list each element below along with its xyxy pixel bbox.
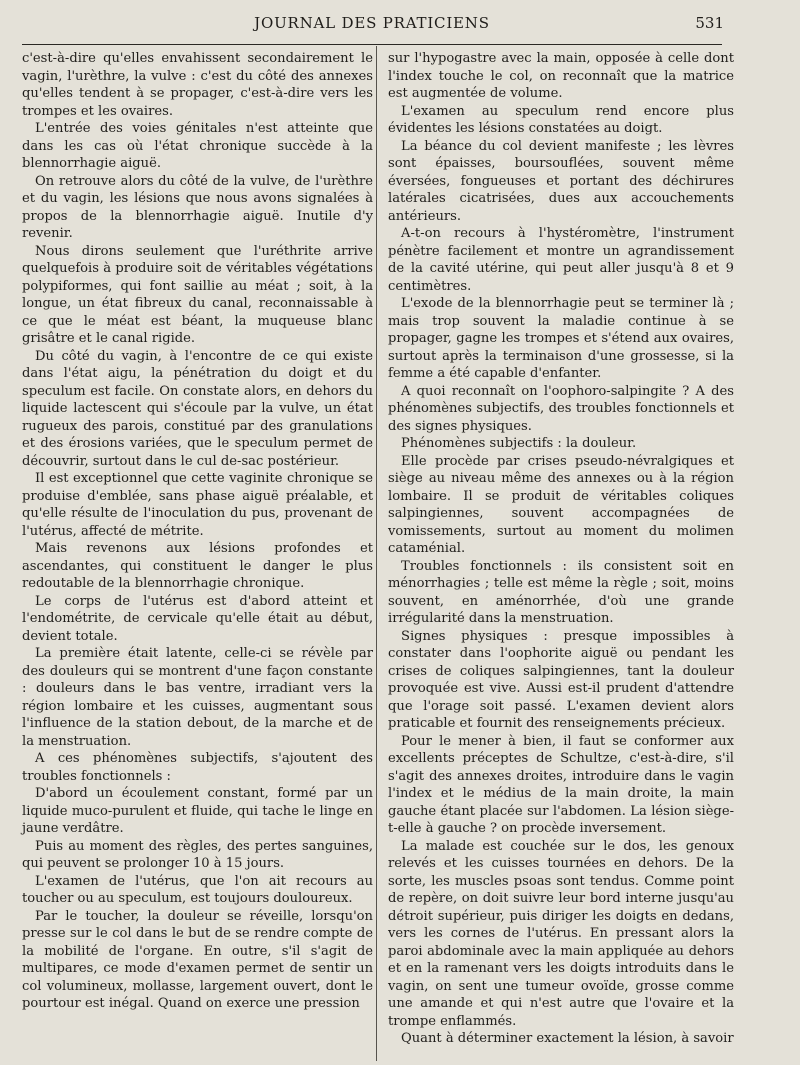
paragraph: Elle procède par crises pseudo-névralgiques et siège au niveau même des annexes ou à la région lombaire. Il se produit de véritables coliques salpingiennes, souvent accompagnées de vomissements, surtout au moment du molimen cataménial.	[388, 453, 734, 556]
paragraph: Pour le mener à bien, il faut se conformer aux excellents préceptes de Schultze, c'est-à-dire, s'il s'agit des annexes droites, introduire dans le vagin l'index et le médius de la main droite, la main gauche étant placée sur l'abdomen. La lésion siège-t-elle à gauche ? on procède inversement.	[388, 733, 734, 836]
paragraph: Troubles fonctionnels : ils consistent soit en ménorrhagies ; telle est même la règle ; soit, moins souvent, en aménorrhée, d'où une grande irrégularité dans la menstruation.	[388, 558, 734, 626]
paragraph: Mais revenons aux lésions profondes et ascendantes, qui constituent le danger le plus redoutable de la blennorrhagie chronique.	[22, 541, 373, 591]
page-header	[22, 10, 722, 45]
paragraph: L'exode de la blennorrhagie peut se terminer là ; mais trop souvent la maladie continue à se propager, gagne les trompes et s'étend aux ovaires, surtout après la terminaison d'une grossesse, si la femme a été capable d'enfanter.	[388, 296, 734, 381]
paragraph: D'abord un écoulement constant, formé par un liquide muco-purulent et fluide, qui tache le linge en jaune verdâtre.	[22, 786, 373, 836]
paragraph: Signes physiques : presque impossibles à constater dans l'oophorite aiguë ou pendant les crises de coliques salpingiennes, tant la douleur provoquée est vive. Aussi est-il prudent d'attendre que l'orage soit passé. L'examen devient alors praticable et fournit des renseignements précieux.	[388, 628, 734, 731]
paragraph: L'examen de l'utérus, que l'on ait recours au toucher ou au speculum, est toujours douloureux.	[22, 873, 373, 906]
paragraph: Le corps de l'utérus est d'abord atteint et l'endométrite, de cervicale qu'elle était au début, devient totale.	[22, 593, 373, 644]
paragraph: On retrouve alors du côté de la vulve, de l'urèthre et du vagin, les lésions que nous avons signalées à propos de la blennorrhagie aiguë. Inutile d'y revenir.	[22, 173, 373, 241]
paragraph: c'est-à-dire qu'elles envahissent secondairement le vagin, l'urèthre, la vulve : c'est du côté des annexes qu'elles tendent à se propager, c'est-à-dire vers les trompes et les ovaires.	[22, 51, 373, 119]
paragraph: La béance du col devient manifeste ; les lèvres sont épaisses, boursouflées, souvent même éversées, fongueuses et portant des déchirures latérales cicatrisées, dues aux accouchements antérieurs.	[388, 138, 734, 224]
paragraph: Par le toucher, la douleur se réveille, lorsqu'on presse sur le col dans le but de se rendre compte de la mobilité de l'organe. En outre, s'il s'agit de multipares, ce mode d'examen permet de sentir un col volumineux, mollasse, largement ouvert, dont le pourtour est inégal. Quand on exerce une pression	[22, 908, 373, 1011]
paragraph: A-t-on recours à l'hystéromètre, l'instrument pénètre facilement et montre un agrandissement de la cavité utérine, qui peut aller jusqu'à 8 et 9 centimètres.	[388, 226, 734, 294]
paragraph: sur l'hypogastre avec la main, opposée à celle dont l'index touche le col, on reconnaît que la matrice est augmentée de volume.	[388, 51, 734, 101]
left-column	[22, 50, 373, 1013]
paragraph: La première était latente, celle-ci se révèle par des douleurs qui se montrent d'une façon constante : douleurs dans le bas ventre, irradiant vers la région lombaire et les cuisses, augmentant sous l'influence de la station debout, de la marche et de la menstruation.	[22, 646, 373, 749]
running-head: JOURNAL DES PRATICIENS	[254, 14, 490, 32]
paragraph: Phénomènes subjectifs : la douleur.	[401, 436, 637, 451]
paragraph: L'examen au speculum rend encore plus évidentes les lésions constatées au doigt.	[388, 103, 734, 136]
paragraph: Quant à déterminer exactement la lésion, à savoir	[401, 1031, 734, 1046]
paragraph: Du côté du vagin, à l'encontre de ce qui existe dans l'état aigu, la pénétration du doigt et du speculum est facile. On constate alors, en dehors du liquide lactescent qui s'écoule par la vulve, un état rugueux des parois, constitué par des granulations et des érosions variées, que le speculum permet de découvrir, surtout dans le cul de-sac postérieur.	[22, 348, 373, 469]
paragraph: Nous dirons seulement que l'uréthrite arrive quelquefois à produire soit de véritables végétations polypiformes, qui font saillie au méat ; soit, à la longue, un état fibreux du canal, reconnaissable à ce que le méat est béant, la muqueuse blanc grisâtre et le canal rigide.	[22, 243, 373, 346]
paragraph: A ces phénomènes subjectifs, s'ajoutent des troubles fonctionnels :	[22, 751, 373, 784]
paragraph: La malade est couchée sur le dos, les genoux relevés et les cuisses tournées en dehors. De la sorte, les muscles psoas sont tendus. Comme point de repère, on doit suivre leur bord interne jusqu'au détroit supérieur, puis diriger les doigts en dedans, vers les cornes de l'utérus. En pressant alors la paroi abdominale avec la main appliquée au dehors et en la ramenant vers les doigts introduits dans le vagin, on sent une tumeur ovoïde, grosse comme une amande et qui n'est autre que l'ovaire et la trompe enflammés.	[388, 838, 734, 1029]
right-column	[388, 50, 734, 1048]
column-divider	[376, 46, 377, 1061]
paragraph: Puis au moment des règles, des pertes sanguines, qui peuvent se prolonger 10 à 15 jours.	[22, 838, 373, 871]
paragraph: Il est exceptionnel que cette vaginite chronique se produise d'emblée, sans phase aiguë préalable, et qu'elle résulte de l'inoculation du pus, provenant de l'utérus, affecté de métrite.	[22, 471, 373, 539]
paragraph: A quoi reconnaît on l'oophoro-salpingite ? A des phénomènes subjectifs, des troubles fonctionnels et des signes physiques.	[388, 383, 734, 434]
paragraph: L'entrée des voies génitales n'est atteinte que dans les cas où l'état chronique succède à la blennorrhagie aiguë.	[22, 121, 373, 171]
page-number: 531	[695, 14, 724, 32]
